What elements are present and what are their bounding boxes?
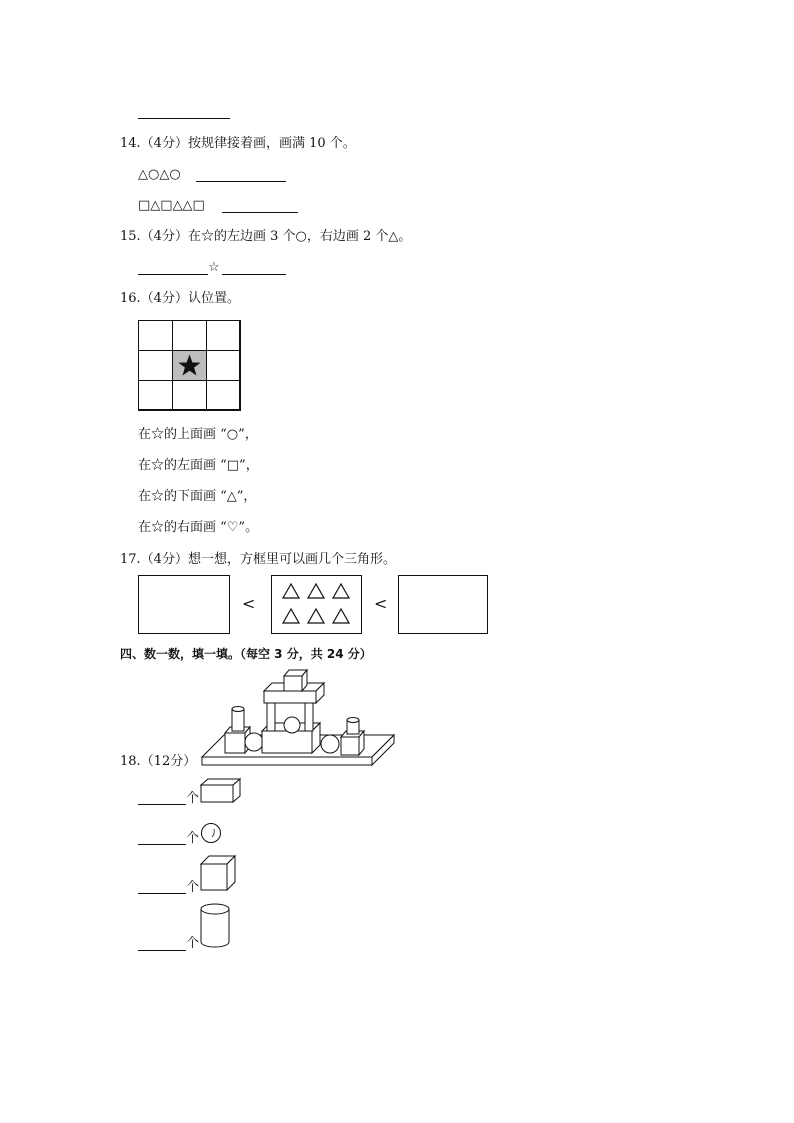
- q17-right-box[interactable]: [398, 575, 488, 634]
- q14-pattern-row-1: △○△○: [138, 167, 181, 182]
- q16-instruction-2: 在☆的左面画 “□”，: [138, 458, 259, 473]
- q17-middle-box: [271, 575, 362, 634]
- q18-title: 18.（12分）: [120, 754, 197, 769]
- building-blocks-illustration: [200, 668, 400, 768]
- grid-cell[interactable]: [206, 320, 241, 351]
- grid-cell[interactable]: [206, 350, 241, 381]
- q16-instruction-1: 在☆的上面画 “○”，: [138, 427, 258, 442]
- cylinder-icon: [199, 902, 233, 950]
- q15-answer-line-right[interactable]: [222, 274, 286, 275]
- unit-label: 个: [186, 791, 200, 806]
- grid-cell[interactable]: [138, 350, 173, 381]
- grid-cell[interactable]: [138, 320, 173, 351]
- unit-label: 个: [186, 880, 200, 895]
- unit-label: 个: [186, 831, 200, 846]
- q14-answer-line-1[interactable]: [196, 181, 286, 182]
- q14-answer-line-2[interactable]: [222, 212, 298, 213]
- q17-left-box[interactable]: [138, 575, 230, 634]
- section-4-heading: 四、数一数，填一填。（每空 3 分，共 24 分）: [120, 647, 372, 661]
- grid-cell[interactable]: [138, 380, 173, 411]
- less-than-sign-1: <: [242, 594, 256, 613]
- q18-answer-line-cuboid[interactable]: [138, 804, 186, 805]
- cube-icon: [199, 854, 239, 892]
- q17-title: 17.（4分）想一想，方框里可以画几个三角形。: [120, 552, 396, 567]
- grid-cell[interactable]: [206, 380, 241, 411]
- grid-cell[interactable]: [172, 380, 207, 411]
- q16-instruction-4: 在☆的右面画 “♡”。: [138, 520, 259, 535]
- q15-title: 15.（4分）在☆的左边画 3 个○，右边画 2 个△。: [120, 229, 412, 244]
- triangles-icon: [272, 576, 361, 633]
- q14-pattern-row-2: □△□△△□: [138, 198, 205, 213]
- unit-label: 个: [186, 936, 200, 951]
- sphere-icon: [199, 821, 223, 845]
- q18-answer-line-cube[interactable]: [138, 893, 186, 894]
- q16-instruction-3: 在☆的下面画 “△”，: [138, 489, 257, 504]
- q16-title: 16.（4分）认位置。: [120, 291, 240, 306]
- position-grid: [138, 320, 240, 410]
- q18-answer-line-sphere[interactable]: [138, 844, 186, 845]
- grid-center-cell: [172, 350, 207, 381]
- filled-star-icon: [173, 351, 206, 380]
- cuboid-icon: [199, 777, 243, 805]
- q14-title: 14.（4分）按规律接着画，画满 10 个。: [120, 136, 356, 151]
- answer-line-prev[interactable]: [138, 118, 230, 119]
- star-icon: ☆: [208, 260, 220, 275]
- q18-answer-line-cylinder[interactable]: [138, 950, 186, 951]
- grid-cell[interactable]: [172, 320, 207, 351]
- q15-answer-line-left[interactable]: [138, 274, 208, 275]
- less-than-sign-2: <: [374, 594, 388, 613]
